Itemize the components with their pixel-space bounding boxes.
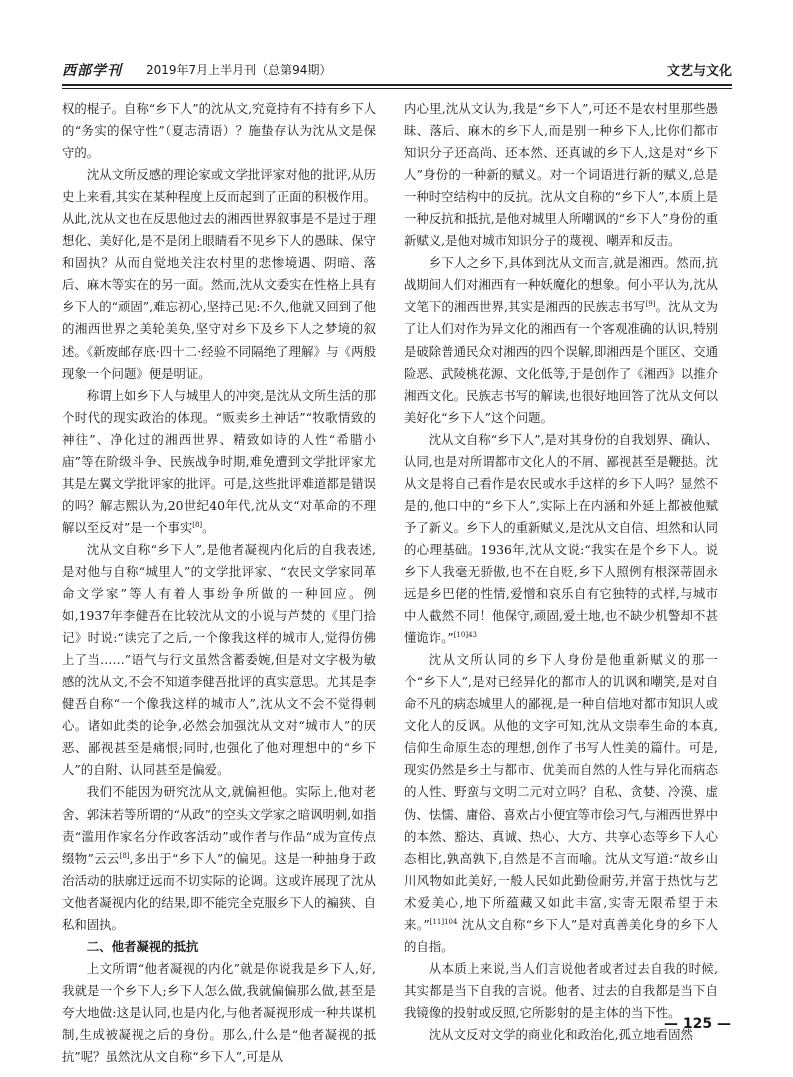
header-rule-thick (62, 84, 732, 86)
paragraph-text: 二、他者凝视的抵抗 (86, 938, 199, 954)
paragraph (62, 385, 376, 539)
paragraph-text: 。沈从文为了让人们对作为异文化的湘西有一个客观准确的认识,特别是破除普通民众对湘西的四个误解,即湘西是个匪区、交通险恶、武陵桃花源、文化低等,于是创作了《湘西》以推介湘西文化。民族志书写的解读,也很好地回答了沈从文何以美好化“乡下人”这个问题。 (404, 299, 718, 425)
paragraph (404, 98, 718, 252)
paragraph-text: 沈从文自称“乡下人”,是对其身份的自我划界、确认、认同,也是对所谓都市文化人的不屑、鄙视甚至是鞭挞。沈从文是将自己看作是农民或水手这样的乡下人吗？显然不是的,他口中的“乡下人”,实际上在内涵和外延上都被他赋予了新义。乡下人的重新赋义,是沈从文自信、坦然和认同的心理基础。1936年,沈从文说:“我实在是个乡下人。说乡下人我毫无骄傲,也不在自贬,乡下人照例有根深蒂固永远是乡巴佬的性情,爱憎和哀乐自有它独特的式样,与城市中人截然不同！他保守,顽固,爱土地,也不缺少机警却不甚懂诡诈。” (404, 431, 718, 646)
paragraph (62, 164, 376, 384)
paragraph-text: 。 (202, 519, 215, 535)
paragraph-text: 沈从文反对文学的商业化和政治化,孤立地看固然 (428, 1026, 693, 1042)
citation-mark: [8] (119, 851, 130, 860)
paragraph-text: 从本质上来说,当人们言说他者或者过去自我的时候,其实都是当下自我的言说。他者、过去的自我都是当下自我镜像的投射或反照,它所影射的是主体的当下性。 (404, 960, 718, 1020)
paragraph (62, 98, 376, 164)
left-column (62, 98, 376, 1068)
paragraph-text: 称谓上如乡下人与城里人的冲突,是沈从文所生活的那个时代的现实政治的体现。“贩卖乡土神话”“牧歌情致的神往”、净化过的湘西世界、精致如诗的人性“希腊小庙”等在阶级斗争、民族战争时期,难免遭到文学批评家尤其是左翼文学批评家的批评。可是,这些批评难道都是错误的吗？解志熙认为,20世纪40年代,沈从文“对革命的不理解以至反对”是一个事实 (62, 387, 376, 535)
citation-mark: [11]104 (429, 917, 458, 926)
page-header (62, 58, 732, 86)
paragraph (404, 252, 718, 428)
paragraph-text: 上文所谓“他者凝视的内化”就是你说我是乡下人,好,我就是一个乡下人;乡下人怎么做,我就偏偏那么做,甚至是夸大地做:这是认同,也是内化,与他者凝视形成一种共谋机制,生成被凝视之后的身份。那么,什么是“他者凝视的抵抗”呢？虽然沈从文自称“乡下人”,可是从 (62, 960, 376, 1065)
paragraph (404, 958, 718, 1024)
paragraph-text: 乡下人之乡下,具体到沈从文而言,就是湘西。然而,抗战期间人们对湘西有一种妖魔化的想象。何小平认为,沈从文笔下的湘西世界,其实是湘西的民族志书写 (404, 255, 718, 315)
citation-mark: [8] (192, 520, 203, 529)
paragraph-text: 沈从文自称“乡下人”,是他者凝视内化后的自我表述,是对他与自称“城里人”的文学批评家、“农民文学家同革命文学家”等人有着人事纷争所做的一种回应。例如,1937年李健吾在比较沈从文的小说与芦焚的《里门拾记》时说:“读完了之后,一个像我这样的城市人,觉得仿佛上了当……”语气与行文虽然含蓄委婉,但是对文字极为敏感的沈从文,不会不知道李健吾批评的真实意思。尤其是李健吾自称“一个像我这样的城市人”,沈从文不会不觉得刺心。诸如此类的论争,必然会加强沈从文对“城市人”的厌恶、鄙视甚至是痛恨;同时,也强化了他对理想中的“乡下人”的自附、认同甚至是偏爱。 (62, 541, 376, 778)
section-heading (62, 936, 376, 958)
citation-mark: [9] (645, 300, 656, 309)
section-title: 文艺与文化 (666, 64, 732, 79)
page-number: — 125 — (664, 1016, 731, 1032)
paragraph-text: ,多出于“乡下人”的偏见。这是一种抽身于政治活动的肤廓迂远而不切实际的论调。这或许展现了沈从文他者凝视内化的结果,即不能完全克服乡下人的褊狭、自私和固执。 (62, 850, 376, 932)
paragraph (404, 429, 718, 649)
paragraph-text: 沈从文所认同的乡下人身份是他重新赋义的那一个“乡下人”,是对已经异化的都市人的讥讽和嘲笑,是对自命不凡的病态城里人的鄙视,是一种自信地对都市知识人或文化人的反讽。从他的文字可知,沈从文崇奉生命的本真,信仰生命原生态的理想,创作了书写人性美的篇什。可是,现实仍然是乡土与都市、优美而自然的人性与异化而病态的人性、野蛮与文明二元对立吗？自私、贪婪、冷漠、虚伪、怯懦、庸俗、喜欢占小便宜等市侩习气,与湘西世界中的本然、豁达、真诚、热心、大方、共享心态等乡下人心态相比,孰高孰下,自然是不言而喻。沈从文写道:“故乡山川风物如此美好,一般人民如此勤俭耐劳,并富于热忱与艺术爱美心,地下所蕴藏又如此丰富,实寄无限希望于未来。” (404, 652, 718, 932)
right-column (404, 98, 718, 1046)
issue-info: 2019年7月上半月刊（总第94期） (146, 63, 332, 77)
paragraph-text: 我们不能因为研究沈从文,就偏袒他。实际上,他对老舍、郭沫若等所谓的“从政”的空头文学家之暗讽明刺,如指责“滥用作家名分作政客活动”或作者与作品“成为宣传点缀物”云云 (62, 784, 376, 866)
paragraph (404, 649, 718, 958)
paragraph (62, 539, 376, 782)
paragraph (62, 958, 376, 1068)
journal-name: 西部学刊 (62, 63, 122, 79)
citation-mark: [10]43 (453, 631, 477, 639)
paragraph-text: 沈从文自称“乡下人”是对真善美化身的乡下人的自指。 (404, 916, 719, 954)
paragraph (62, 781, 376, 935)
paragraph-text: 沈从文所反感的理论家或文学批评家对他的批评,从历史上来看,其实在某种程度上反而起到了正面的积极作用。从此,沈从文也在反思他过去的湘西世界叙事是不是过于理想化、美好化,是不是闭上眼睛看不见乡下人的愚昧、保守和固执？从而自觉地关注农村里的悲惨境遇、阴暗、落后、麻木等实在的另一面。然而,沈从文委实在性格上具有乡下人的“顽固”,难忘初心,坚持己见:不久,他就又回到了他的湘西世界之美轮美奂,坚守对乡下及乡下人之梦境的叙述。《新废邮存底·四十二·经验不同隔绝了理解》与《两般现象一个问题》便是明证。 (62, 167, 376, 381)
header-rule-thin (62, 88, 732, 89)
paragraph-text: 权的棍子。自称“乡下人”的沈从文,究竟持有不持有乡下人的“务实的保守性”（夏志清语）？施蛰存认为沈从文是保守的。 (62, 101, 376, 161)
paragraph-text: 内心里,沈从文认为,我是“乡下人”,可还不是农村里那些愚昧、落后、麻木的乡下人,而是别一种乡下人,比你们都市知识分子还高尚、还本然、还真诚的乡下人,这是对“乡下人”身份的一种新的赋义。对一个词语进行新的赋义,总是一种时空结构中的反抗。沈从文自称的“乡下人”,本质上是一种反抗和抵抗,是他对城里人所嘲讽的“乡下人”身份的重新赋义,是他对城市知识分子的蔑视、嘲弄和反击。 (404, 101, 718, 249)
